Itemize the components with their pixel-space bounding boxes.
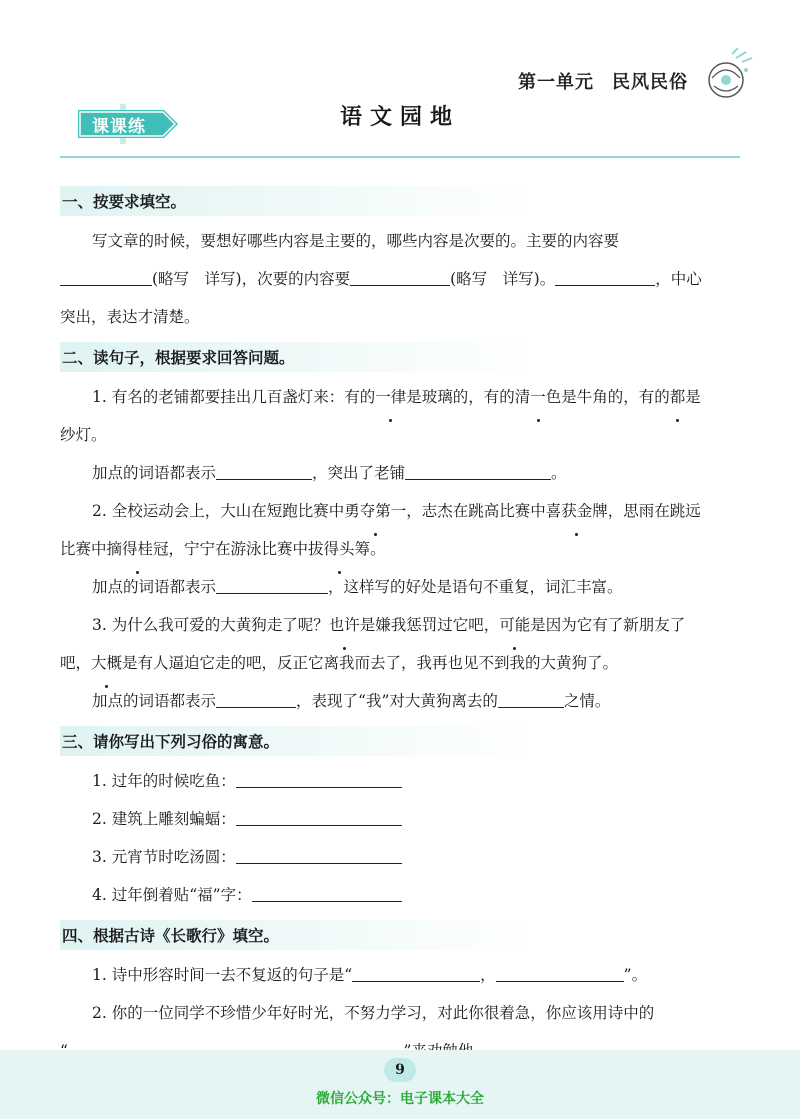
a3-text: 加点的词语都表示 (92, 692, 217, 710)
s2-q1-line-2 (60, 416, 740, 454)
lantern-decoration-icon (702, 48, 754, 108)
practice-badge-label: 课课练 (92, 117, 146, 137)
s1-text-1: 写文章的时候，要想好哪些内容是主要的，哪些内容是次要的。主要的内容要 (92, 232, 620, 250)
dotted-word: 可能 (499, 606, 530, 644)
q1-text: 是 (685, 388, 701, 406)
a1-text: 。 (551, 464, 567, 482)
s3-item-1 (60, 762, 740, 800)
s3-item-2 (60, 800, 740, 838)
s2-q2-line-2 (60, 530, 740, 568)
dotted-word: 都 (670, 378, 686, 416)
s4-q1-line (60, 956, 740, 994)
s2-a1-line (60, 454, 740, 492)
custom-label: 3. 元宵节时吃汤圆： (92, 848, 236, 866)
a1-text: ，突出了老铺 (312, 464, 406, 482)
s2-a2-line (60, 568, 740, 606)
wechat-watermark: 微信公众号：电子课本大全 (316, 1091, 484, 1107)
page-title: 语文园地 (339, 104, 460, 130)
a1-text: 加点的词语都表示 (92, 464, 217, 482)
dotted-word: 清一色 (515, 378, 562, 416)
worksheet-content (60, 186, 740, 1070)
s1-line-1 (60, 222, 740, 260)
answer-blank[interactable] (216, 462, 312, 480)
q2-text: 比赛中 (60, 540, 107, 558)
answer-blank[interactable] (216, 576, 328, 594)
q1-text: 1. 有名的老铺都要挂出几百盏灯来：有的 (92, 388, 376, 406)
q2-text: ，思雨在跳远 (607, 502, 701, 520)
poem-q1-text: ， (480, 966, 496, 984)
q2-text: 。 (370, 540, 386, 558)
dotted-word: 摘得桂冠 (107, 530, 169, 568)
s1-text-2b: (略写 详写)。 (450, 270, 556, 288)
q3-text: 是有人逼迫它走的吧，反正它离我而去了，我再也见不到我的大黄狗了。 (122, 654, 619, 672)
s2-q3-line-2 (60, 644, 740, 682)
answer-blank[interactable] (216, 690, 296, 708)
q3-text: 3. 为什么我可爱的大黄狗走了呢？ (92, 616, 329, 634)
a3-text: ，表现了“我”对大黄狗离去的 (296, 692, 498, 710)
s1-line-3 (60, 298, 740, 336)
section-4-heading: 四、根据古诗《长歌行》填空。 (60, 920, 740, 950)
answer-blank[interactable] (352, 964, 480, 982)
a3-text: 之情。 (563, 692, 611, 710)
section-2-heading: 二、读句子，根据要求回答问题。 (60, 342, 740, 372)
custom-label: 1. 过年的时候吃鱼： (92, 772, 236, 790)
section-3-heading: 三、请你写出下列习俗的寓意。 (60, 726, 740, 756)
dotted-word: 喜获金牌 (546, 492, 608, 530)
s2-q3-line-1 (60, 606, 740, 644)
unit-label: 第一单元 (518, 72, 594, 93)
unit-theme: 民风民俗 (612, 72, 688, 93)
s1-text-2c: ，中心 (655, 270, 702, 288)
q1-text: 是牛角的，有的 (561, 388, 670, 406)
q2-text: ，志杰在跳高比赛中 (406, 502, 546, 520)
dotted-word: 拔得头筹 (308, 530, 370, 568)
unit-header (518, 68, 688, 94)
answer-blank[interactable] (496, 964, 624, 982)
dotted-word: 大概 (91, 644, 122, 682)
s1-text-2a: (略写 详写)，次要的内容要 (152, 270, 351, 288)
q3-text: 是嫌我惩罚过它吧， (359, 616, 500, 634)
dotted-word: 勇夺第一 (344, 492, 406, 530)
q2-text: 2. 全校运动会上，大山在短跑比赛中 (92, 502, 345, 520)
q3-text: 吧， (60, 654, 92, 672)
custom-label: 4. 过年倒着贴“福”字： (92, 886, 252, 904)
s2-a3-line (60, 682, 740, 720)
s3-item-3 (60, 838, 740, 876)
answer-blank[interactable] (236, 770, 402, 788)
page-number: 9 (395, 1062, 405, 1078)
poem-q1-text: 1. 诗中形容时间一去不复返的句子是“ (92, 966, 353, 984)
q2-text: ，宁宁在游泳比赛中 (168, 540, 309, 558)
answer-blank[interactable] (60, 268, 152, 286)
poem-q2-text: 2. 你的一位同学不珍惜少年好时光，不努力学习，对此你很着急，你应该用诗中的 (92, 1004, 655, 1022)
poem-q1-text: ”。 (623, 966, 648, 984)
s4-q2-line-1 (60, 994, 740, 1032)
s1-text-3: 突出，表达才清楚。 (60, 308, 200, 326)
a2-text: 加点的词语都表示 (92, 578, 217, 596)
answer-blank[interactable] (350, 268, 450, 286)
s3-item-4 (60, 876, 740, 914)
q1-text: 纱灯。 (60, 426, 107, 444)
header-divider (60, 156, 740, 158)
answer-blank[interactable] (236, 808, 402, 826)
answer-blank[interactable] (498, 690, 564, 708)
q3-text: 是因为它有了新朋友了 (530, 616, 686, 634)
s2-q1-line-1 (60, 378, 740, 416)
answer-blank[interactable] (252, 884, 402, 902)
section-1-heading: 一、按要求填空。 (60, 186, 740, 216)
a2-text: ，这样写的好处是语句不重复，词汇丰富。 (328, 578, 623, 596)
dotted-word: 一律 (375, 378, 406, 416)
s1-line-2 (60, 260, 740, 298)
custom-label: 2. 建筑上雕刻蝙蝠： (92, 810, 236, 828)
dotted-word: 也许 (329, 606, 360, 644)
q1-text: 是玻璃的，有的 (406, 388, 515, 406)
answer-blank[interactable] (405, 462, 551, 480)
s2-q2-line-1 (60, 492, 740, 530)
answer-blank[interactable] (236, 846, 402, 864)
answer-blank[interactable] (555, 268, 655, 286)
